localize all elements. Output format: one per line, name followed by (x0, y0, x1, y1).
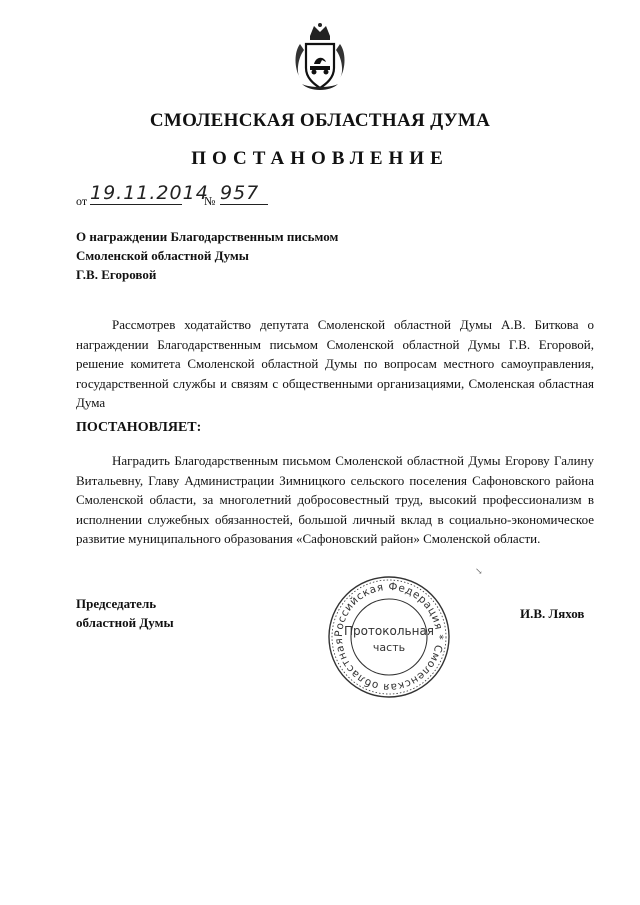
coat-of-arms (292, 22, 348, 94)
subject-line: Смоленской областной Думы (76, 248, 249, 263)
signatory-title-line: Председатель (76, 596, 157, 611)
date-prefix: от (76, 194, 88, 208)
document-subject (76, 227, 406, 284)
resolves-heading: ПОСТАНОВЛЯЕТ: (76, 420, 202, 435)
resolution-paragraph: Наградить Благодарственным письмом Смоленской областной Думы Егорову Галину Витальевну, Главу Администрации Зимницкого сельского поселения Сафоновского района Смоленской области, за многолетний добросовестный труд, высокий профессионализм в исполнении служебных обязанностей, большой личный вклад в социально-экономическое развитие муниципального образования «Сафоновский район» Смоленской области. (76, 453, 594, 546)
signatory-title-line: областной Думы (76, 615, 174, 630)
stamp-center-line: Протокольная (343, 624, 435, 638)
document-type: ПОСТАНОВЛЕНИЕ (191, 148, 449, 169)
smolensk-coat-of-arms-icon (292, 22, 348, 94)
date-number-line (76, 184, 376, 210)
subject-line: Г.В. Егоровой (76, 267, 157, 282)
stamp-ring-text: Российская Федерация * Смоленская областная (332, 580, 446, 694)
signatory-title (76, 594, 174, 632)
subject-line: О награждении Благодарственным письмом (76, 229, 339, 244)
stamp-center-line: часть (372, 641, 406, 654)
stray-mark: ↘ (475, 566, 483, 576)
official-stamp (326, 574, 452, 700)
organization-name: СМОЛЕНСКАЯ ОБЛАСТНАЯ ДУМА (149, 110, 491, 131)
preamble-paragraph: Рассмотрев ходатайство депутата Смоленской областной Думы А.В. Биткова о награждении Благодарственным письмом Смоленской областной Думы Г.В. Егоровой, решение комитета Смоленской областной Думы по вопросам местного самоуправления, государственной службы и связям с общественными организациями, Смоленская областная Дума (76, 317, 594, 410)
number-prefix: № (204, 194, 216, 208)
signatory-name: И.В. Ляхов (520, 606, 585, 621)
date-value: 19.11.2014 (90, 182, 209, 204)
number-value: 957 (220, 182, 268, 205)
